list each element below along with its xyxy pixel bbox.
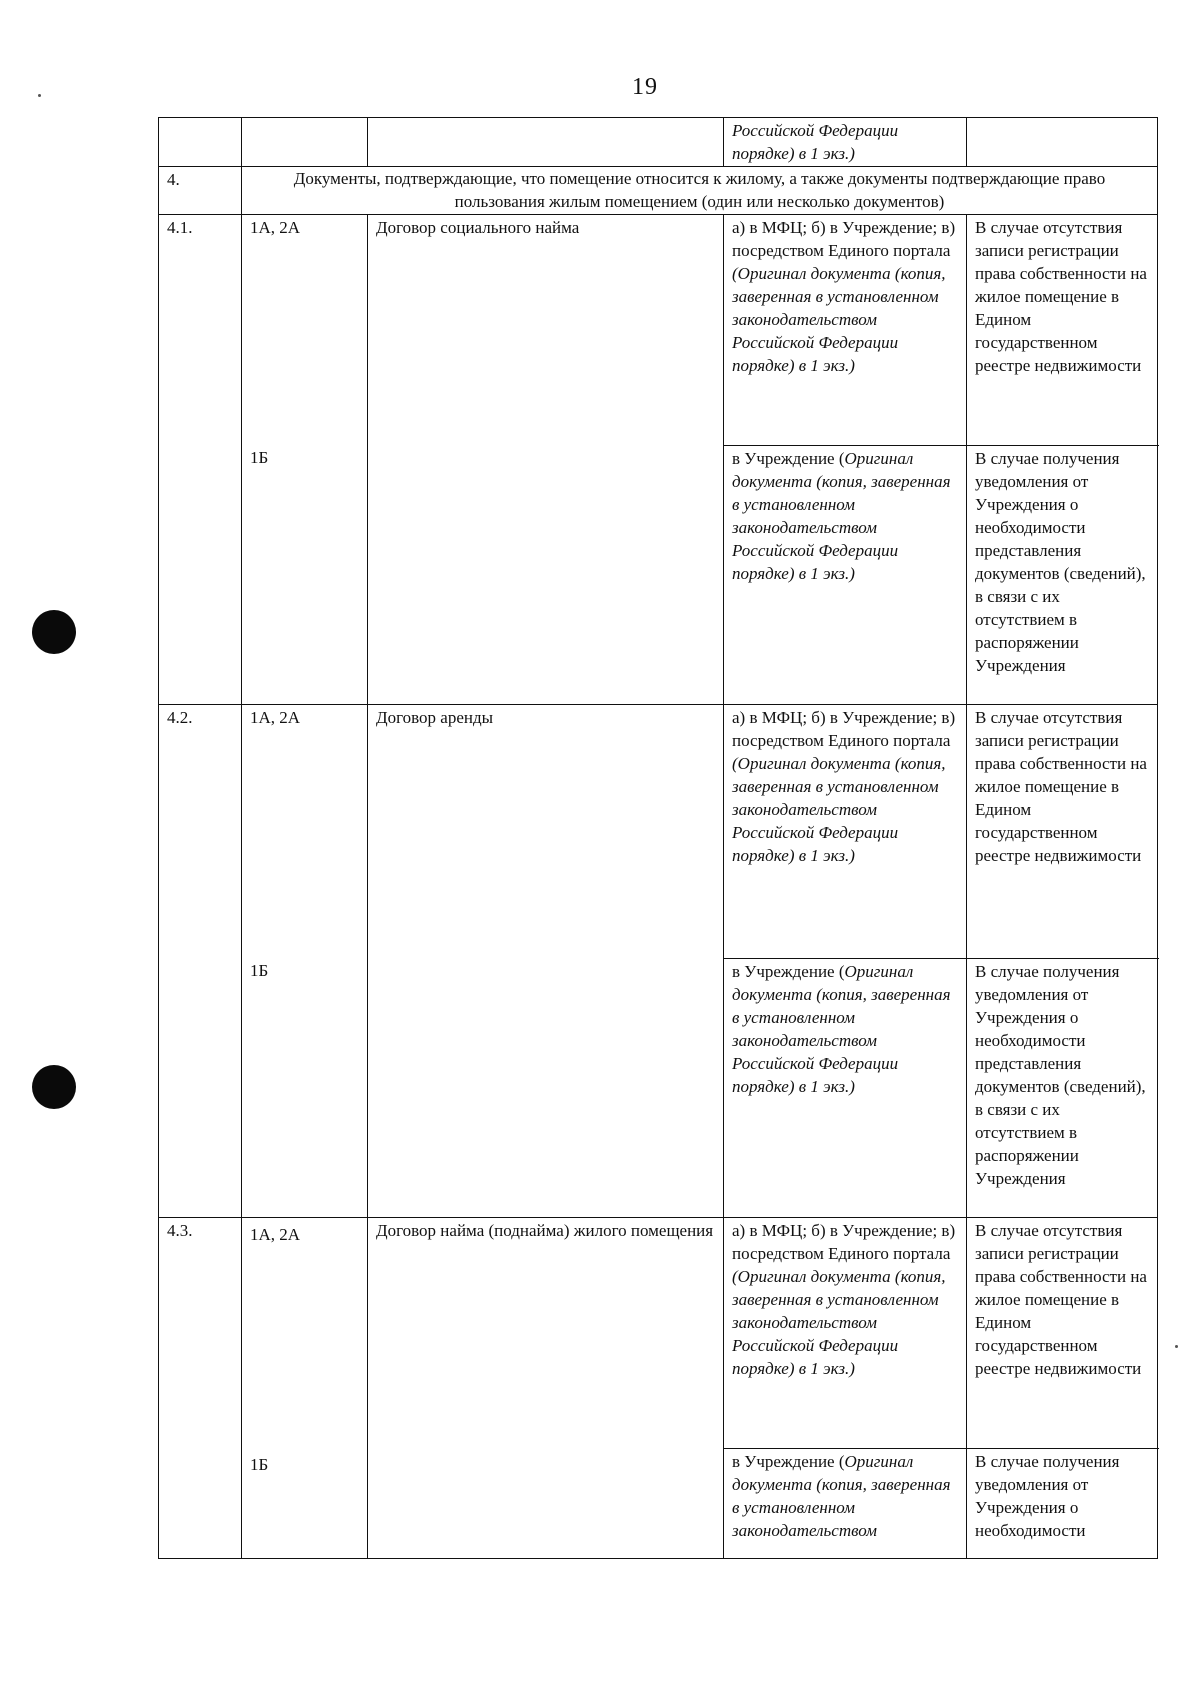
table-row-continued	[159, 118, 1157, 167]
condition-cell: В случае получения уведомления от Учреждения о необходимости представления документов (сведений), в связи с их отсутствием в распоряжении Учреждения	[966, 958, 1159, 1218]
item-number: 4.2.	[167, 708, 193, 727]
submission-cell: а) в МФЦ; б) в Учреждение; в) посредством Единого портала (Оригинал документа (копия, заверенная в установленном законодательством Российской Федерации порядке) в 1 экз.)	[723, 215, 966, 445]
document-name: Договор найма (поднайма) жилого помещения	[367, 1218, 723, 1558]
section-heading: Документы, подтверждающие, что помещение относится к жилому, а также документы подтверждающие право пользования жилым помещением (один или несколько документов)	[241, 167, 1157, 214]
category-cell: 1Б	[241, 1448, 367, 1558]
item-number: 4.1.	[167, 218, 193, 237]
table-row	[159, 215, 1157, 705]
submission-cell: а) в МФЦ; б) в Учреждение; в) посредством Единого портала (Оригинал документа (копия, заверенная в установленном законодательством Российской Федерации порядке) в 1 экз.)	[723, 1218, 966, 1448]
punch-hole-mark	[32, 1065, 76, 1109]
condition-cell: В случае получения уведомления от Учреждения о необходимости представления документов (сведений), в связи с их отсутствием в распоряжении Учреждения	[966, 445, 1159, 705]
scan-speck	[38, 94, 41, 97]
document-name: Договор аренды	[367, 705, 723, 1217]
category-cell: 1А, 2А	[241, 705, 367, 958]
documents-table	[158, 117, 1158, 1559]
submission-cell: а) в МФЦ; б) в Учреждение; в) посредством Единого портала (Оригинал документа (копия, заверенная в установленном законодательством Российской Федерации порядке) в 1 экз.)	[723, 705, 966, 958]
punch-hole-mark	[32, 610, 76, 654]
submission-cell: в Учреждение (Оригинал документа (копия, заверенная в установленном законодательством Российской Федерации порядке) в 1 экз.)	[723, 958, 966, 1218]
condition-cell: В случае отсутствия записи регистрации права собственности на жилое помещение в Едином государственном реестре недвижимости	[966, 215, 1159, 445]
condition-cell: В случае отсутствия записи регистрации права собственности на жилое помещение в Едином государственном реестре недвижимости	[966, 705, 1159, 958]
table-row	[159, 705, 1157, 1218]
submission-cell: в Учреждение (Оригинал документа (копия, заверенная в установленном законодательством Российской Федерации порядке) в 1 экз.)	[723, 445, 966, 705]
category-cell: 1Б	[241, 445, 367, 705]
section-number: 4.	[167, 170, 180, 189]
category-cell: 1А, 2А	[241, 1218, 367, 1448]
page-number: 19	[632, 74, 658, 100]
submission-cell: Российской Федерации порядке) в 1 экз.)	[723, 118, 966, 166]
condition-cell: В случае отсутствия записи регистрации права собственности на жилое помещение в Едином государственном реестре недвижимости	[966, 1218, 1159, 1448]
table-row	[159, 1218, 1157, 1558]
category-cell: 1А, 2А	[241, 215, 367, 445]
document-name: Договор социального найма	[367, 215, 723, 704]
scan-speck	[1175, 1345, 1178, 1348]
submission-cell: в Учреждение (Оригинал документа (копия, заверенная в установленном законодательством	[723, 1448, 966, 1558]
item-number: 4.3.	[167, 1221, 193, 1240]
section-heading-row	[159, 167, 1157, 215]
category-cell: 1Б	[241, 958, 367, 1218]
condition-cell: В случае получения уведомления от Учреждения о необходимости	[966, 1448, 1159, 1558]
